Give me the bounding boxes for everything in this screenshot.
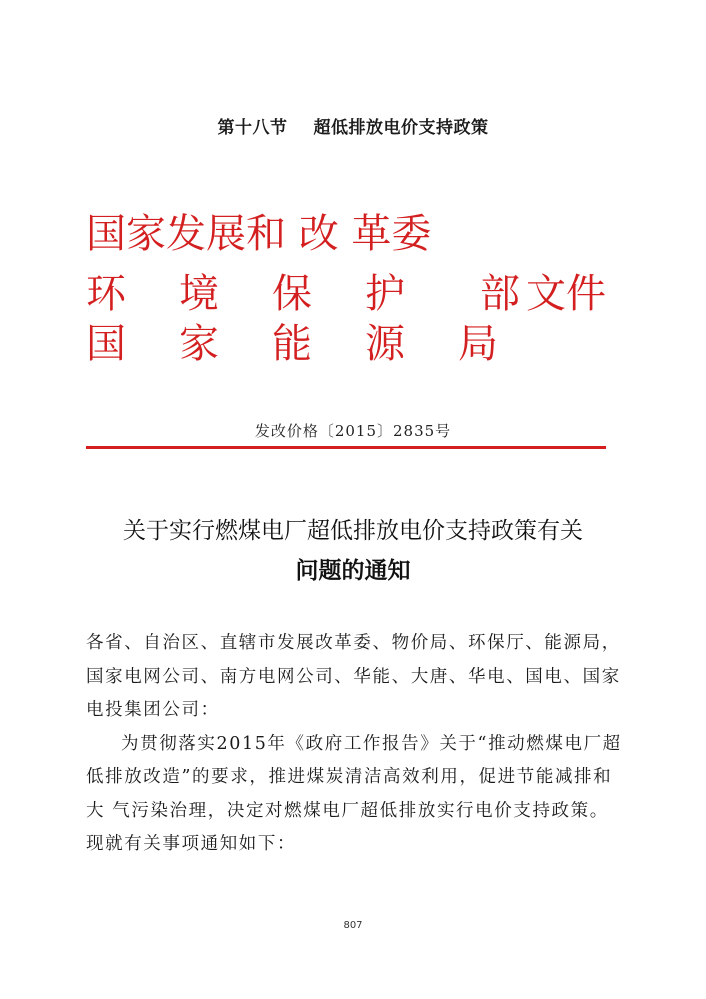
section-title: 超低排放电价支持政策	[313, 118, 489, 138]
addressees: 各省、自治区、直辖市发展改革委、物价局、环保厅、能源局，国家电网公司、南方电网公司、华能、大唐、华电、国电、国家电投集团公司：	[86, 633, 621, 720]
issuer-char: 源	[365, 321, 405, 367]
issuer-char: 家	[179, 321, 219, 367]
page-number: 807	[343, 920, 363, 931]
issuer-char: 境	[179, 271, 219, 317]
issuer-line-3	[86, 321, 498, 367]
section-number: 第十八节	[217, 118, 288, 138]
body-text	[86, 627, 626, 862]
issuer-ndrc: 国家发展和 改 革委	[86, 211, 432, 257]
notice-title-line-2: 问题的通知	[295, 558, 411, 584]
issuer-char: 护	[365, 271, 405, 317]
paragraph-1: 为贯彻落实2015年《政府工作报告》关于“推动燃煤电厂超 低排放改造”的要求，推进煤炭清洁高效利用，促进节能减排和大 气污染治理，决定对燃煤电厂超低排放实行电价支持政策。现就有关事项通知如下：	[86, 733, 622, 854]
issuer-char: 能	[272, 321, 312, 367]
issuer-line-2	[86, 271, 606, 317]
document-number: 发改价格〔2015〕2835号	[254, 422, 452, 440]
issuer-line-1	[86, 211, 432, 257]
notice-title-line-1: 关于实行燃煤电厂超低排放电价支持政策有关	[123, 518, 583, 544]
section-heading	[0, 113, 706, 138]
issuer-char: 局	[458, 321, 498, 367]
issuer-doc-suffix: 文件	[526, 271, 606, 317]
red-divider	[86, 446, 606, 449]
issuer-char: 环	[86, 271, 126, 317]
issuer-char: 部	[480, 271, 520, 317]
issuer-char: 保	[272, 271, 312, 317]
notice-title	[0, 511, 706, 591]
issuer-char: 国	[86, 321, 126, 367]
